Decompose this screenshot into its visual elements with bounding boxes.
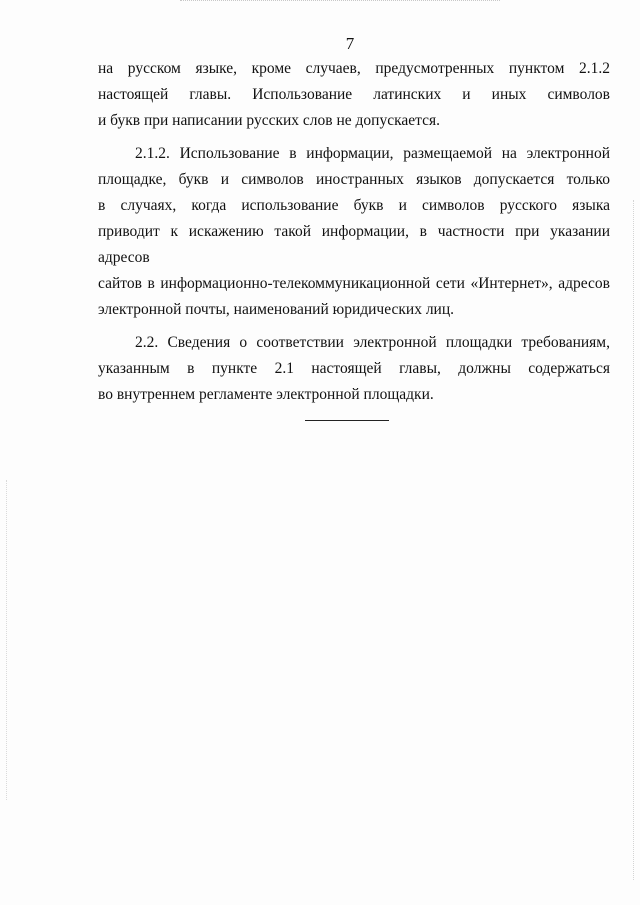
text-line: во внутреннем регламенте электронной площадки.	[98, 386, 434, 403]
end-of-document-rule	[305, 420, 389, 421]
text-line: сайтов в информационно-телекоммуникационной сети «Интернет», адресов	[98, 275, 610, 292]
text-line: 2.2. Сведения о соответствии электронной площадки требованиям,	[135, 334, 610, 351]
text-line: и букв при написании русских слов не допускается.	[98, 112, 440, 129]
text-line: площадке, букв и символов иностранных языков допускается только	[98, 171, 610, 188]
text-line: настоящей главы. Использование латинских и иных символов	[98, 86, 610, 103]
text-line: на русском языке, кроме случаев, предусмотренных пунктом 2.1.2	[98, 60, 610, 77]
scan-edge-right	[632, 200, 634, 880]
page-number: 7	[345, 34, 355, 53]
scan-edge-left	[6, 480, 8, 800]
text-line: 2.1.2. Использование в информации, размещаемой на электронной	[135, 145, 610, 162]
paragraph-clause-2-1-2	[98, 141, 610, 323]
text-line: указанным в пункте 2.1 настоящей главы, должны содержаться	[98, 360, 610, 377]
paragraph-continuation	[98, 56, 610, 134]
scan-edge-top	[180, 0, 500, 3]
paragraph-clause-2-2	[98, 330, 610, 408]
text-line: электронной почты, наименований юридических лиц.	[98, 301, 455, 318]
text-line: в случаях, когда использование букв и символов русского языка	[98, 197, 610, 214]
document-body	[98, 56, 610, 415]
text-line: приводит к искажению такой информации, в частности при указании адресов	[98, 223, 610, 266]
